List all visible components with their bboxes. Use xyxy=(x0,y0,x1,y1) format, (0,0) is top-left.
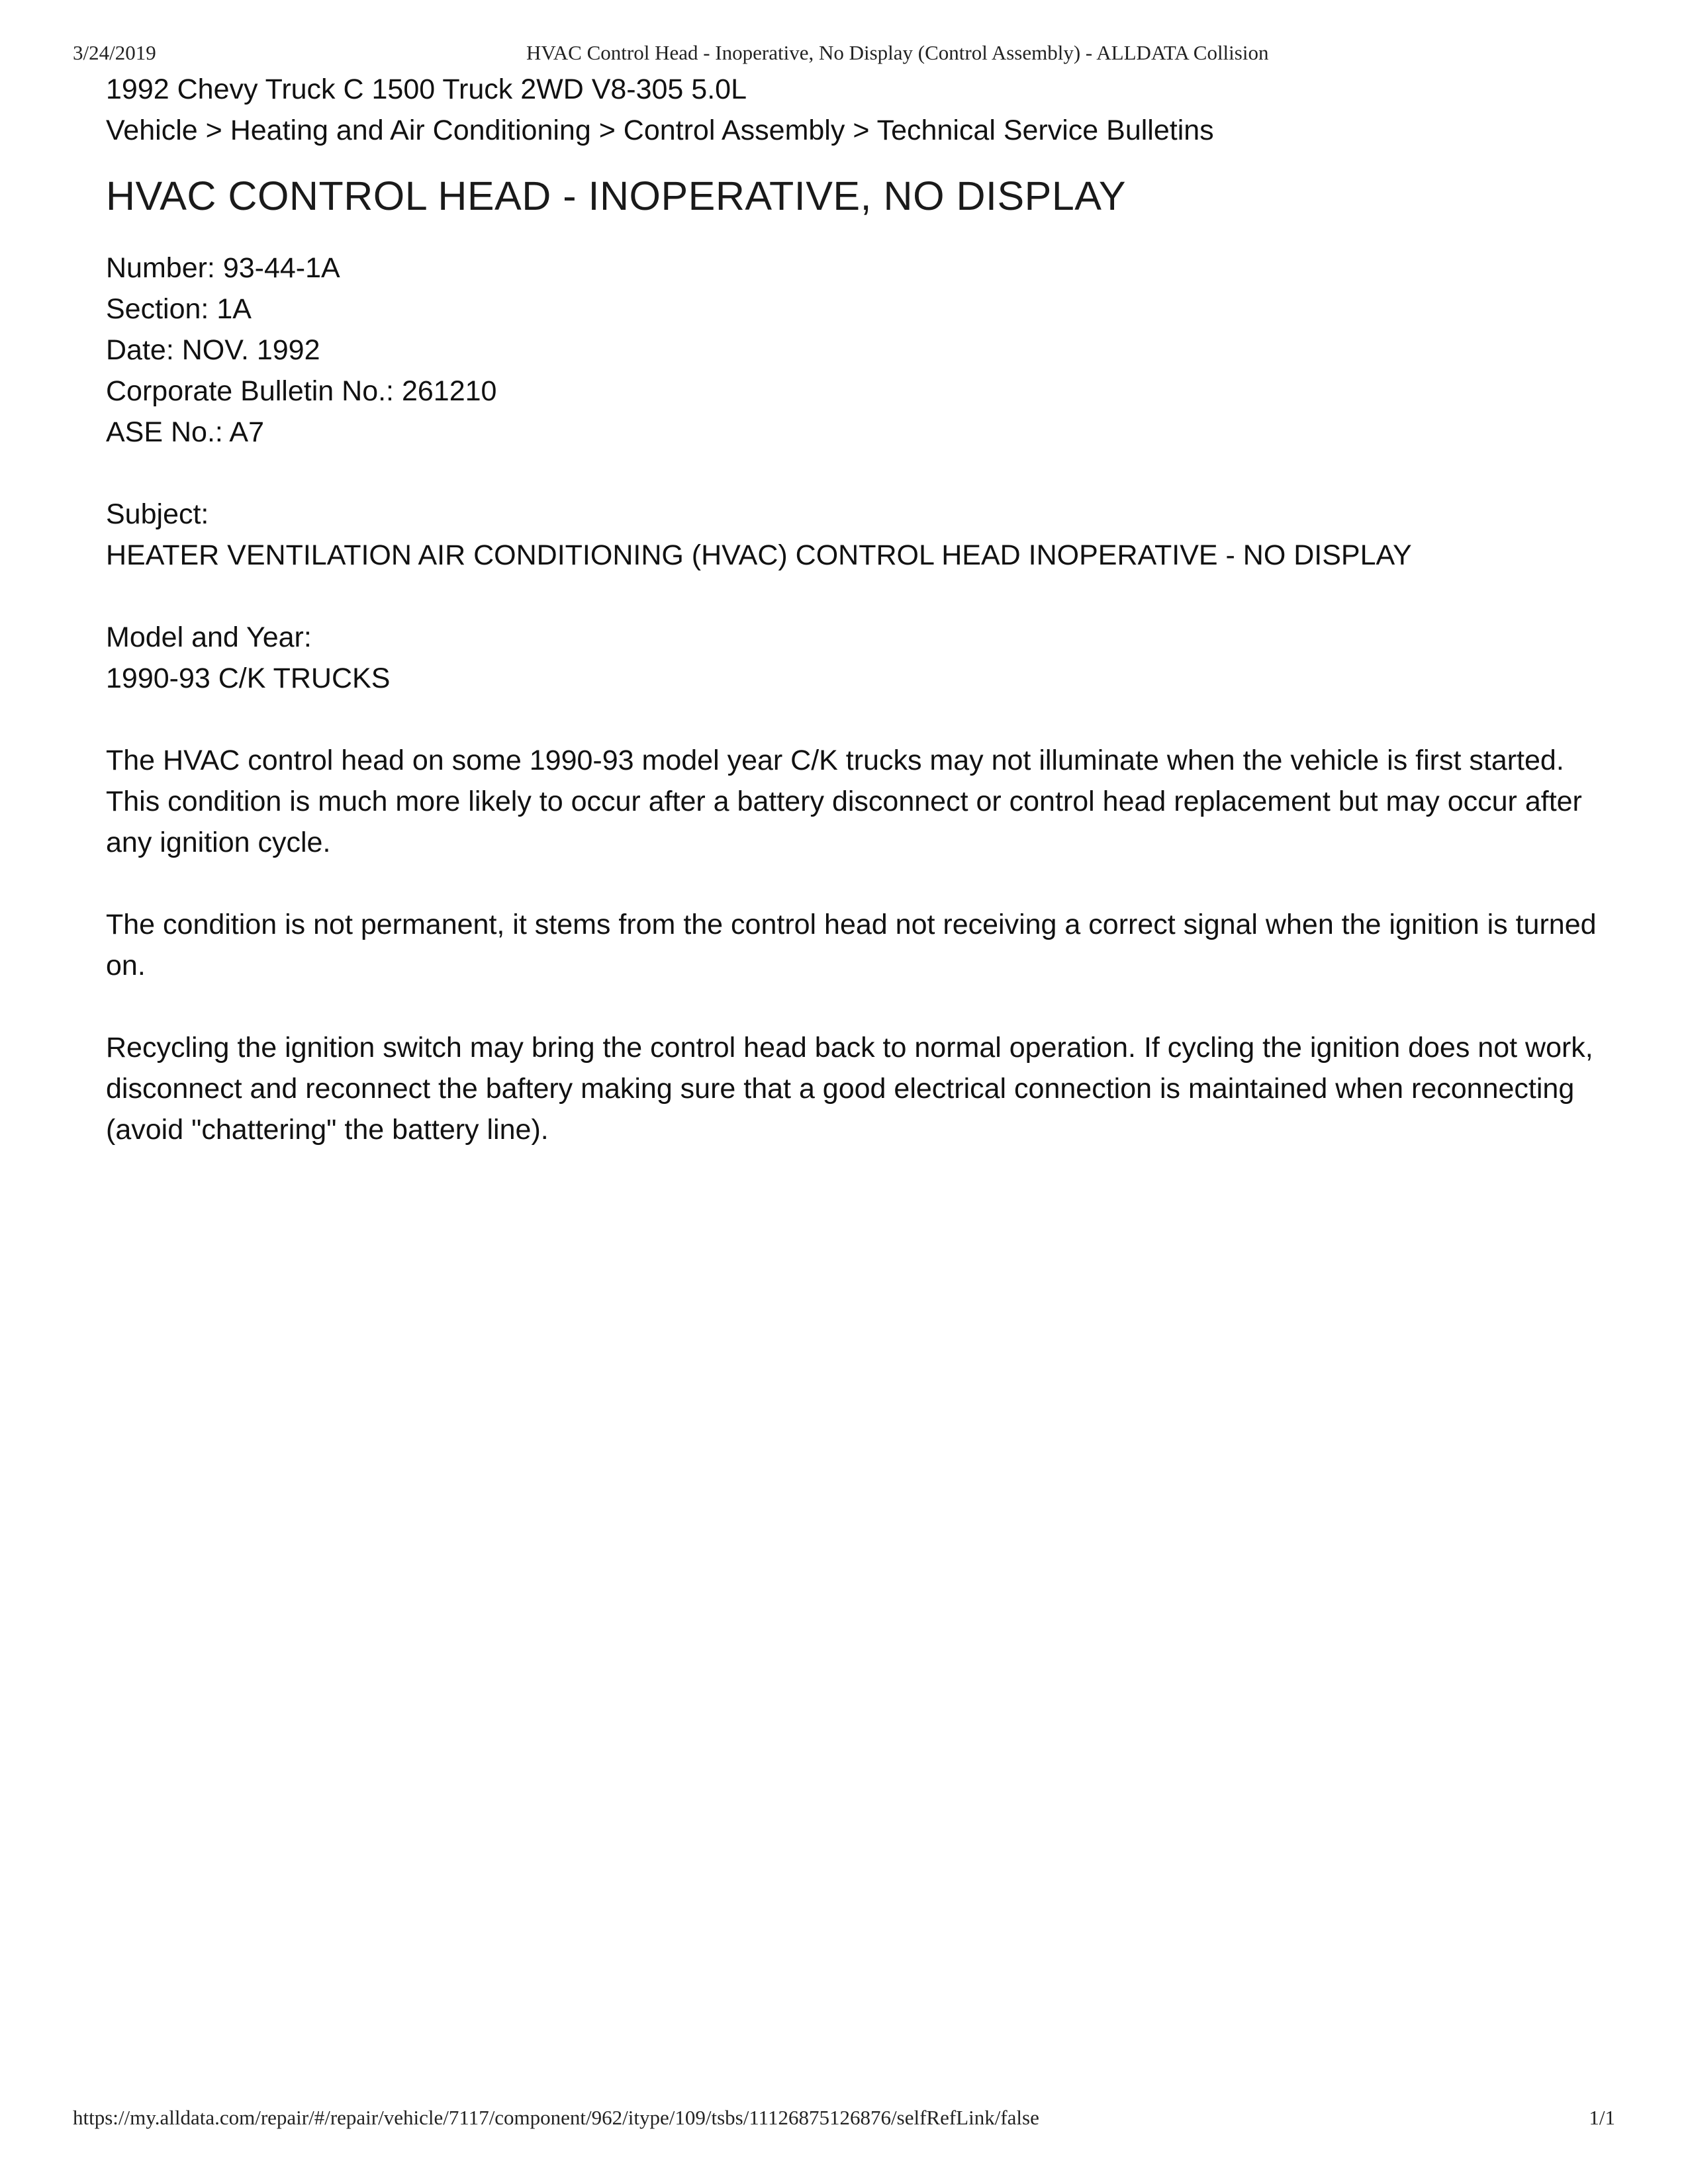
bulletin-date: Date: NOV. 1992 xyxy=(106,334,320,366)
print-page-title: HVAC Control Head - Inoperative, No Display (Control Assembly) - ALLDATA Collision xyxy=(526,41,1269,64)
breadcrumb-item-control-assembly[interactable]: Control Assembly xyxy=(623,114,845,146)
breadcrumb-separator: > xyxy=(205,114,222,146)
model-year-label: Model and Year: xyxy=(106,621,312,653)
bulletin-number: Number: 93-44-1A xyxy=(106,252,340,284)
breadcrumb-item-vehicle[interactable]: Vehicle xyxy=(106,114,198,146)
subject-text: HEATER VENTILATION AIR CONDITIONING (HVAC) CONTROL HEAD INOPERATIVE - NO DISPLAY xyxy=(106,539,1412,571)
breadcrumb-separator: > xyxy=(598,114,616,146)
model-year-block xyxy=(106,617,1615,699)
ase-number: ASE No.: A7 xyxy=(106,416,265,448)
breadcrumb-separator: > xyxy=(853,114,870,146)
print-date: 3/24/2019 xyxy=(73,41,156,64)
page-title: HVAC CONTROL HEAD - INOPERATIVE, NO DISPLAY xyxy=(106,173,1127,218)
subject-block xyxy=(106,494,1615,576)
breadcrumb-item-heating-ac[interactable]: Heating and Air Conditioning xyxy=(230,114,591,146)
page-url: https://my.alldata.com/repair/#/repair/vehicle/7117/component/962/itype/109/tsbs/11126875126876/selfRefLink/false xyxy=(73,2106,1039,2129)
vehicle-name: 1992 Chevy Truck C 1500 Truck 2WD V8-305 5.0L xyxy=(106,73,747,105)
corporate-bulletin-number: Corporate Bulletin No.: 261210 xyxy=(106,375,497,407)
page-count: 1/1 xyxy=(1589,2106,1615,2129)
body-paragraph: The condition is not permanent, it stems from the control head not receiving a correct signal when the ignition is turned on. xyxy=(106,909,1597,981)
breadcrumb-item-tsb[interactable]: Technical Service Bulletins xyxy=(876,114,1214,146)
bulletin-content xyxy=(106,69,1615,1150)
subject-label: Subject: xyxy=(106,498,209,530)
breadcrumb xyxy=(106,110,1615,151)
print-footer xyxy=(73,2106,1615,2132)
body-paragraph: The HVAC control head on some 1990-93 model year C/K trucks may not illuminate when the vehicle is first started. This condition is much more likely to occur after a battery disconnect or control head replacement but may occur after any ignition cycle. xyxy=(106,745,1582,858)
bulletin-meta xyxy=(106,248,1615,453)
body-paragraph: Recycling the ignition switch may bring the control head back to normal operation. If cycling the ignition does not work, disconnect and reconnect the baftery making sure that a good electrical connection is maintained when reconnecting (avoid "chattering" the battery line). xyxy=(106,1032,1593,1146)
bulletin-section: Section: 1A xyxy=(106,293,252,325)
model-year-text: 1990-93 C/K TRUCKS xyxy=(106,662,391,694)
print-header xyxy=(73,41,1615,68)
